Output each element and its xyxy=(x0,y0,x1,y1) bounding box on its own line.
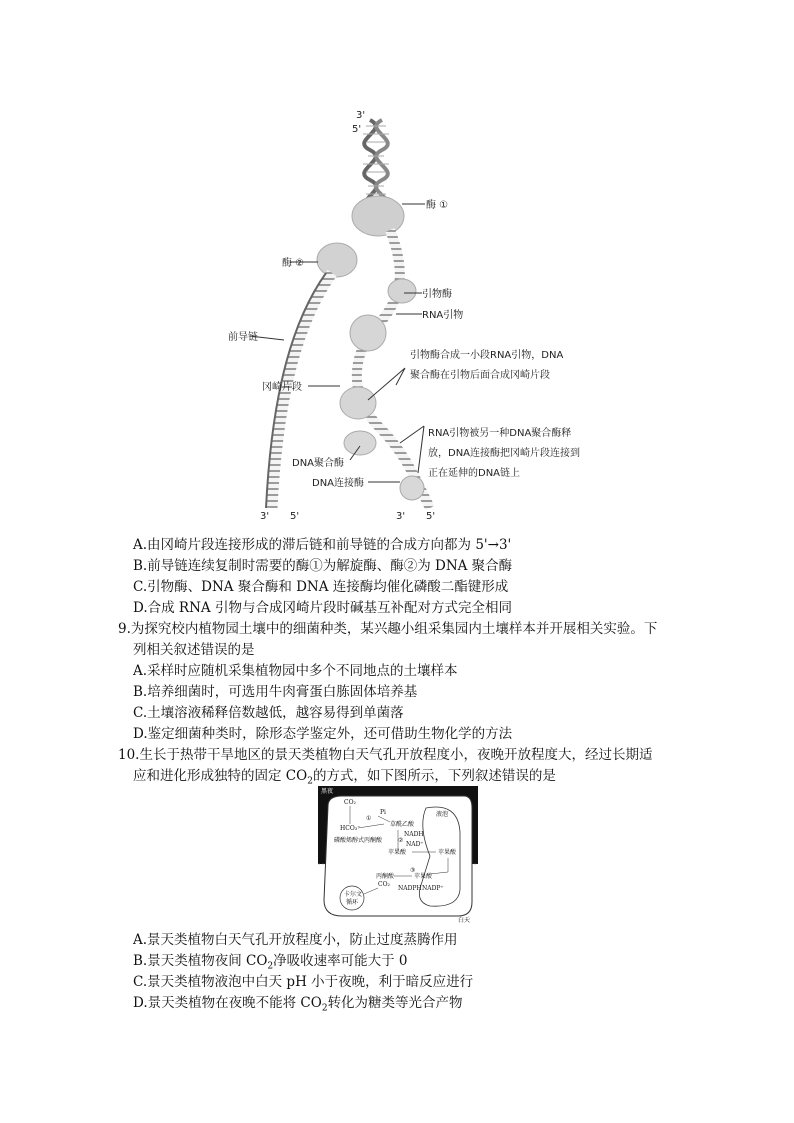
svg-text:NAD⁺: NAD⁺ xyxy=(406,841,424,848)
svg-text:NADH: NADH xyxy=(404,831,424,838)
primase-label: 引物酶 xyxy=(422,289,452,300)
ligase-label: DNA连接酶 xyxy=(312,478,365,489)
svg-text:①: ① xyxy=(366,815,372,822)
svg-text:磷酸烯醇式丙酮酸: 磷酸烯醇式丙酮酸 xyxy=(334,837,383,844)
q10-stem: 10.生长于热带干旱地区的景天类植物白天气孔开放程度小，夜晚开放程度大，经过长期适 xyxy=(118,747,653,763)
svg-text:液泡: 液泡 xyxy=(436,811,449,818)
cam-pathway-figure xyxy=(318,786,478,924)
enzyme2-blob xyxy=(317,243,357,277)
svg-text:丙酮酸: 丙酮酸 xyxy=(376,873,395,880)
q10-stem: 应和进化形成独特的固定 $CO_2$的方式，如下图所示，下列叙述错误的是 xyxy=(133,768,556,787)
end-label: 5' xyxy=(290,511,300,522)
day-label: 白天 xyxy=(458,917,471,924)
night-label: 黑夜 xyxy=(321,788,334,795)
dna-replication-figure xyxy=(200,108,600,523)
end-label: 5' xyxy=(426,511,436,522)
svg-text:HCO₃⁻: HCO₃⁻ xyxy=(340,825,361,832)
q9-option-c: C.土壤溶液稀释倍数越低，越容易得到单菌落 xyxy=(133,705,404,721)
svg-text:卡尔文: 卡尔文 xyxy=(344,891,363,898)
q8-option-a: A.由冈崎片段连接形成的滞后链和前导链的合成方向都为 5'→3' xyxy=(133,537,512,553)
q8-option-b: B.前导链连续复制时需要的酶①为解旋酶、酶②为 DNA 聚合酶 xyxy=(133,558,513,574)
q9-option-d: D.鉴定细菌种类时，除形态学鉴定外，还可借助生物化学的方法 xyxy=(133,726,513,742)
enzyme1-blob xyxy=(352,196,404,236)
end-label: 5' xyxy=(352,124,362,135)
svg-text:苹果酸: 苹果酸 xyxy=(414,873,433,880)
end-label: 3' xyxy=(356,110,366,121)
annotation-text: 聚合酶在引物后面合成冈崎片段 xyxy=(410,370,550,381)
svg-text:苹果酸: 苹果酸 xyxy=(388,849,407,856)
svg-text:CO₂: CO₂ xyxy=(378,881,390,888)
svg-text:循环: 循环 xyxy=(346,899,359,906)
double-helix xyxy=(363,120,389,208)
q9-stem: 9.为探究校内植物园土壤中的细菌种类，某兴趣小组采集园内土壤样本并开展相关实验。下 xyxy=(118,621,658,637)
rna-primer-label: RNA引物 xyxy=(422,310,464,321)
q10-option-c: C.景天类植物液泡中白天 pH 小于夜晚，利于暗反应进行 xyxy=(133,974,474,990)
q9-option-a: A.采样时应随机采集植物园中多个不同地点的土壤样本 xyxy=(133,663,458,679)
q10-option-a: A.景天类植物白天气孔开放程度小，防止过度蒸腾作用 xyxy=(133,932,458,948)
leading-strand-label: 前导链 xyxy=(228,332,258,343)
q8-option-d: D.合成 RNA 引物与合成冈崎片段时碱基互补配对方式完全相同 xyxy=(133,600,512,616)
annotation-text: RNA引物被另一种DNA聚合酶释 xyxy=(428,428,572,439)
annotation-text: 引物酶合成一小段RNA引物，DNA xyxy=(410,350,564,361)
end-label: 3' xyxy=(260,511,270,522)
end-label: 3' xyxy=(396,511,406,522)
enzyme2-label: 酶 ② xyxy=(282,258,305,269)
svg-text:NADP⁺: NADP⁺ xyxy=(422,885,444,892)
q9-stem: 列相关叙述错误的是 xyxy=(133,642,255,658)
enzyme1-label: 酶 ① xyxy=(426,200,449,211)
svg-text:Pi: Pi xyxy=(380,809,386,816)
svg-text:草酰乙酸: 草酰乙酸 xyxy=(390,821,415,828)
svg-text:NADPH: NADPH xyxy=(398,885,422,892)
svg-text:②: ② xyxy=(398,837,404,844)
svg-text:苹果酸: 苹果酸 xyxy=(438,849,457,856)
polymerase-label: DNA聚合酶 xyxy=(292,458,345,469)
annotation-text: 正在延伸的DNA链上 xyxy=(428,468,521,479)
q9-option-b: B.培养细菌时，可选用牛肉膏蛋白胨固体培养基 xyxy=(133,684,418,700)
svg-text:CO₂: CO₂ xyxy=(344,799,356,806)
q10-option-d: D.景天类植物在夜晚不能将 $CO_2$转化为糖类等光合产物 xyxy=(133,995,463,1014)
annotation-text: 放，DNA连接酶把冈崎片段连接到 xyxy=(428,448,581,459)
q8-option-c: C.引物酶、DNA 聚合酶和 DNA 连接酶均催化磷酸二酯键形成 xyxy=(133,579,509,595)
svg-text:③: ③ xyxy=(410,867,416,874)
q10-option-b: B.景天类植物夜间 $CO_2$净吸收速率可能大于 0 xyxy=(133,953,408,972)
okazaki-label: 冈崎片段 xyxy=(262,382,302,393)
